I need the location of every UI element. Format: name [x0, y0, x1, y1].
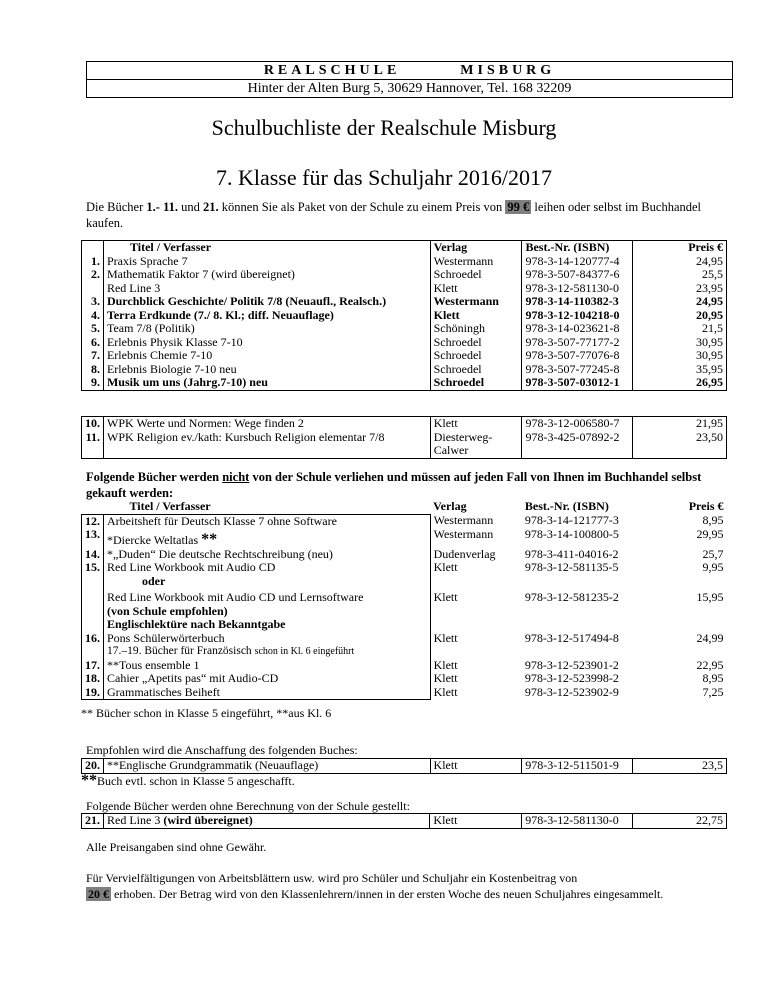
- copy-fee-price: 20 €: [88, 887, 109, 901]
- page-title: Schulbuchliste der Realschule Misburg: [211, 115, 557, 140]
- table-row: 6. Erlebnis Physik Klasse 7-10 Schroedel 978-3-507-77177-2 30,95: [82, 336, 727, 350]
- col-publisher-header: Verlag: [430, 241, 522, 255]
- table-row: 17. **Tous ensemble 1 Klett 978-3-12-523901-2 22,95: [82, 659, 727, 673]
- price-disclaimer: Alle Preisangaben sind ohne Gewähr.: [86, 840, 267, 854]
- page-subtitle: 7. Klasse für das Schuljahr 2016/2017: [215, 165, 553, 190]
- table-row: 1. Praxis Sprache 7 Westermann 978-3-14-120777-4 24,95: [82, 255, 727, 269]
- copy-fee-note: Für Vervielfältigungen von Arbeitsblättern usw. wird pro Schüler und Schuljahr ein Kostenbeitrag von 20 € erhoben. Der Betrag wird von den Klassenlehrern/innen in der ersten Woche des neuen Schuljahres eingesammelt.: [86, 871, 664, 901]
- table-row: 15. Red Line Workbook mit Audio CD Klett 978-3-12-581135-5 9,95: [82, 561, 727, 575]
- book-table-main: [81, 240, 727, 391]
- table-row: 12. Arbeitsheft für Deutsch Klasse 7 ohne Software Westermann 978-3-14-121777-3 8,95: [82, 514, 727, 528]
- table-row: 18. Cahier „Apetits pas“ mit Audio-CD Klett 978-3-12-523998-2 8,95: [82, 672, 727, 686]
- table-row: 2. Mathematik Faktor 7 (wird übereignet) Schroedel 978-3-507-84377-6 25,5: [82, 268, 727, 282]
- book-table-wpk: [81, 416, 727, 459]
- section-recommended-heading: Empfohlen wird die Anschaffung des folgenden Buches:: [86, 743, 358, 757]
- book-table-buy: Titel / Verfasser Verlag Best.-Nr. (ISBN) Preis € 12. Arbeitsheft für Deutsch Klasse 7 ohne Software Westermann 978-3-14-121777-3 8,95 13. *Diercke Weltatlas ** Westermann 978-3-14-100800-5 29,95 14. *„Duden“ Die deutsche Rechtschreibung (neu) Dudenverlag 978-3-411-04016-2 25,7 15. Red Line Workbook mit Audio CD Klett 978-3-12-581135-5 9,95 oder Red Line Workbook mit Audio CD und Lernsoftware Klett 978-3-12-581235-2 15,95 (von Schule empfohlen) Englischlektüre nach Bekanntgabe 16. Pons Schülerwörterbuch Klett 978-3-12-517494-8 24,99 17.–19. Bücher für Französisch schon in Kl. 6 eingeführt 17. **Tous ensemble 1 Klett 978-3-12-523901-2 22,95 18. Cahier „Apetits pas“ mit Audio-CD Klett 978-3-12-523998-2 8,95 19. Grammatisches Beiheft Klett 978-3-12-523902-9 7,25: [81, 500, 727, 700]
- school-address: Hinter der Alten Burg 5, 30629 Hannover, Tel. 168 32209: [86, 79, 733, 98]
- col-price-header: Preis €: [633, 241, 727, 255]
- table-row: 9. Musik um uns (Jahrg.7-10) neu Schroedel 978-3-507-03012-1 26,95: [82, 376, 727, 390]
- table-row: 19. Grammatisches Beiheft Klett 978-3-12-523902-9 7,25: [82, 686, 727, 700]
- table-row: 5. Team 7/8 (Politik) Schöningh 978-3-14-023621-8 21,5: [82, 322, 727, 336]
- table-row: Red Line Workbook mit Audio CD und Lernsoftware Klett 978-3-12-581235-2 15,95: [82, 588, 727, 605]
- table-row: 13. *Diercke Weltatlas ** Westermann 978-3-14-100800-5 29,95: [82, 528, 727, 548]
- table-row: 8. Erlebnis Biologie 7-10 neu Schroedel 978-3-507-77245-8 35,95: [82, 363, 727, 377]
- table-row: 21. Red Line 3 (wird übereignet) Klett 978-3-12-581130-0 22,75: [82, 814, 727, 829]
- col-isbn-header: Best.-Nr. (ISBN): [522, 241, 633, 255]
- section-free-heading: Folgende Bücher werden ohne Berechnung von der Schule gestellt:: [86, 799, 410, 813]
- footnote-introduced: ** Bücher schon in Klasse 5 eingeführt, **aus Kl. 6: [81, 706, 332, 720]
- footnote-english-grammar: **Buch evtl. schon in Klasse 5 angeschafft.: [81, 772, 295, 789]
- school-name-word1: REALSCHULE: [263, 63, 401, 78]
- table-row: 10. WPK Werte und Normen: Wege finden 2 Klett 978-3-12-006580-7 21,95: [82, 417, 727, 431]
- book-table-free: [81, 813, 727, 829]
- col-title-header: Titel / Verfasser: [103, 241, 430, 255]
- school-name-word2: MISBURG: [460, 63, 556, 78]
- school-name-box: [86, 61, 733, 80]
- table-row: 20. **Englische Grundgrammatik (Neuauflage) Klett 978-3-12-511501-9 23,5: [82, 759, 727, 774]
- table-row: 4. Terra Erdkunde (7./ 8. Kl.; diff. Neuauflage) Klett 978-3-12-104218-0 20,95: [82, 309, 727, 323]
- table-row: 16. Pons Schülerwörterbuch Klett 978-3-12-517494-8 24,99: [82, 632, 727, 646]
- table-row: 14. *„Duden“ Die deutsche Rechtschreibung (neu) Dudenverlag 978-3-411-04016-2 25,7: [82, 548, 727, 562]
- table-row: 11. WPK Religion ev./kath: Kursbuch Religion elementar 7/8 Diesterweg- Calwer 978-3-425-07892-2 23,50: [82, 431, 727, 459]
- table-row: Red Line 3 Klett 978-3-12-581130-0 23,95: [82, 282, 727, 296]
- intro-text: Die Bücher 1.- 11. und 21. können Sie als Paket von der Schule zu einem Preis von 99 € leihen oder selbst im Buchhandel kaufen.: [86, 200, 702, 230]
- package-price: 99 €: [507, 200, 530, 214]
- table-row: 3. Durchblick Geschichte/ Politik 7/8 (Neuaufl., Realsch.) Westermann 978-3-14-110382-3 24,95: [82, 295, 727, 309]
- section-buy-heading: Folgende Bücher werden nicht von der Schule verliehen und müssen auf jeden Fall von Ihnen im Buchhandel selbst gekauft werden:: [86, 470, 702, 500]
- table-row: 7. Erlebnis Chemie 7-10 Schroedel 978-3-507-77076-8 30,95: [82, 349, 727, 363]
